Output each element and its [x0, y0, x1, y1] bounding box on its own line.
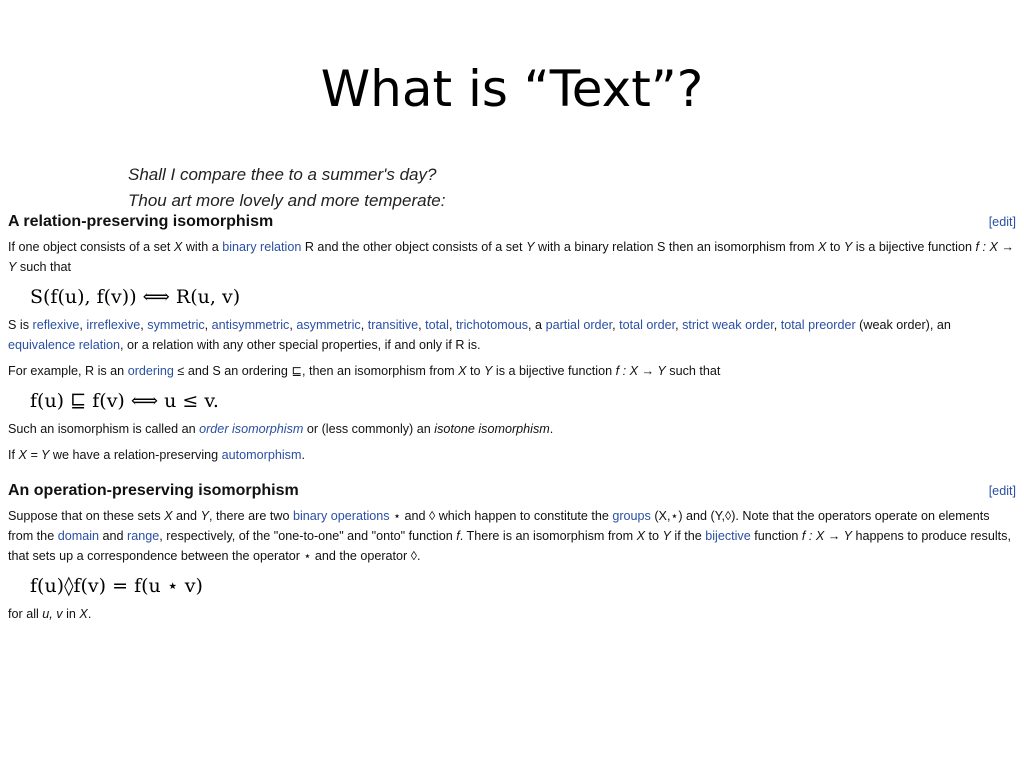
- text: to: [645, 529, 663, 543]
- text: ≤ and S an ordering ⊑, then an isomorphism from: [173, 364, 459, 378]
- link-order-isomorphism[interactable]: order isomorphism: [199, 422, 304, 436]
- link-domain[interactable]: domain: [57, 529, 100, 543]
- link-reflexive[interactable]: reflexive: [32, 318, 80, 332]
- paragraph: [8, 445, 1016, 465]
- text: S is: [8, 318, 33, 332]
- link-symmetric[interactable]: symmetric: [147, 318, 205, 332]
- variable: f : X → Y: [801, 529, 853, 543]
- variable: X: [636, 529, 645, 543]
- variable: X: [79, 607, 88, 621]
- text: (X,⋆) and (Y,◊). Note that the operators operate on elements from the: [8, 509, 990, 543]
- text: . There is an isomorphism from: [459, 529, 637, 543]
- text: .: [87, 607, 92, 621]
- text: , or a relation with any other special properties, if and only if R is.: [120, 338, 481, 352]
- text: is a bijective function: [492, 364, 616, 378]
- variable: X: [173, 240, 183, 254]
- text: happens to produce results, that sets up a correspondence between the operator ⋆ and the operator ◊.: [8, 529, 1011, 563]
- link-binary-operations[interactable]: binary operations: [292, 509, 390, 523]
- text: ⋆ and ◊ which happen to constitute the: [389, 509, 613, 523]
- variable: f : X → Y: [8, 240, 1014, 274]
- text: , a: [528, 318, 546, 332]
- formula-operation-isomorphism: f(u)◊f(v) = f(u ⋆ v): [30, 575, 203, 597]
- variable: u, v: [42, 607, 63, 621]
- section-title: A relation-preserving isomorphism: [8, 213, 274, 230]
- section-heading-operation: [8, 481, 1016, 501]
- text: we have a relation-preserving: [49, 448, 222, 462]
- link-asymmetric[interactable]: asymmetric: [296, 318, 361, 332]
- poem-line-2: Thou art more lovely and more temperate:: [128, 191, 446, 210]
- paragraph: S is reflexive, irreflexive, symmetric, antisymmetric, asymmetric, transitive, total, trichotomous, a partial order, total order, strict weak order, total preorder (weak order), an equivalence relation, or a relation with any other special properties, if and only if R is.: [8, 318, 951, 352]
- poem-excerpt: [128, 162, 528, 210]
- term: isotone isomorphism: [434, 422, 550, 436]
- paragraph: [8, 506, 1016, 566]
- link-bijective[interactable]: bijective: [705, 529, 751, 543]
- text: If: [8, 448, 19, 462]
- text: , there are two: [208, 509, 293, 523]
- section-title: An operation-preserving isomorphism: [8, 482, 299, 499]
- section-heading-relation: [8, 212, 1016, 232]
- variable: Y: [484, 364, 493, 378]
- text: if the: [670, 529, 706, 543]
- text: .: [301, 448, 305, 462]
- formula-isomorphism: S(f(u), f(v)) ⟺ R(u, v): [30, 286, 241, 308]
- text: or (less commonly) an: [303, 422, 435, 436]
- link-total-order[interactable]: total order: [619, 318, 676, 332]
- link-partial-order[interactable]: partial order: [545, 318, 613, 332]
- text: with a: [182, 240, 223, 254]
- paragraph: [8, 604, 1016, 624]
- variable: X = Y: [18, 448, 50, 462]
- link-antisymmetric[interactable]: antisymmetric: [211, 318, 290, 332]
- link-transitive[interactable]: transitive: [367, 318, 419, 332]
- slide-title: What is “Text”?: [320, 60, 704, 118]
- link-groups[interactable]: groups: [612, 509, 651, 523]
- text: If one object consists of a set: [8, 240, 174, 254]
- text: such that: [16, 260, 72, 274]
- text: is a bijective function: [852, 240, 976, 254]
- text: to: [826, 240, 844, 254]
- edit-link[interactable]: [989, 212, 1016, 232]
- link-irreflexive[interactable]: irreflexive: [86, 318, 141, 332]
- link-automorphism[interactable]: automorphism: [221, 448, 302, 462]
- paragraph: [8, 419, 1016, 439]
- link-trichotomous[interactable]: trichotomous: [455, 318, 529, 332]
- text: R and the other object consists of a set: [301, 240, 527, 254]
- text: (weak order), an: [855, 318, 951, 332]
- text: to: [466, 364, 484, 378]
- variable: f: [456, 529, 460, 543]
- text: Such an isomorphism is called an: [8, 422, 200, 436]
- text: such that: [665, 364, 721, 378]
- edit-link-text[interactable]: [edit]: [988, 484, 1016, 498]
- link-range[interactable]: range: [127, 529, 160, 543]
- text: and: [99, 529, 128, 543]
- variable: X: [458, 364, 467, 378]
- edit-link-text[interactable]: [edit]: [988, 215, 1016, 229]
- link-total[interactable]: total: [425, 318, 449, 332]
- variable: Y: [843, 240, 853, 254]
- link-strict-weak-order[interactable]: strict weak order: [682, 318, 774, 332]
- variable: X: [817, 240, 827, 254]
- text: with a binary relation S then an isomorphism from: [534, 240, 818, 254]
- text: .: [549, 422, 554, 436]
- edit-link[interactable]: [989, 481, 1016, 501]
- link-total-preorder[interactable]: total preorder: [780, 318, 856, 332]
- text: for all: [8, 607, 43, 621]
- variable: Y: [662, 529, 671, 543]
- text: function: [750, 529, 802, 543]
- text: , respectively, of the "one-to-one" and "onto" function: [159, 529, 457, 543]
- variable: X: [164, 509, 173, 523]
- text: For example, R is an: [8, 364, 128, 378]
- wiki-excerpt: [8, 212, 1016, 630]
- variable: Y: [200, 509, 209, 523]
- link-binary-relation[interactable]: binary relation: [222, 240, 302, 254]
- text: and: [172, 509, 201, 523]
- link-equivalence-relation[interactable]: equivalence relation: [8, 338, 121, 352]
- poem-line-1: Shall I compare thee to a summer's day?: [128, 165, 437, 184]
- link-ordering[interactable]: ordering: [127, 364, 174, 378]
- paragraph: [8, 361, 1016, 381]
- text: Suppose that on these sets: [8, 509, 165, 523]
- formula-order-isomorphism: f(u) ⊑ f(v) ⟺ u ≤ v.: [30, 390, 219, 412]
- variable: f : X → Y: [615, 364, 666, 378]
- paragraph: [8, 237, 1016, 277]
- variable: Y: [526, 240, 535, 254]
- text: in: [62, 607, 80, 621]
